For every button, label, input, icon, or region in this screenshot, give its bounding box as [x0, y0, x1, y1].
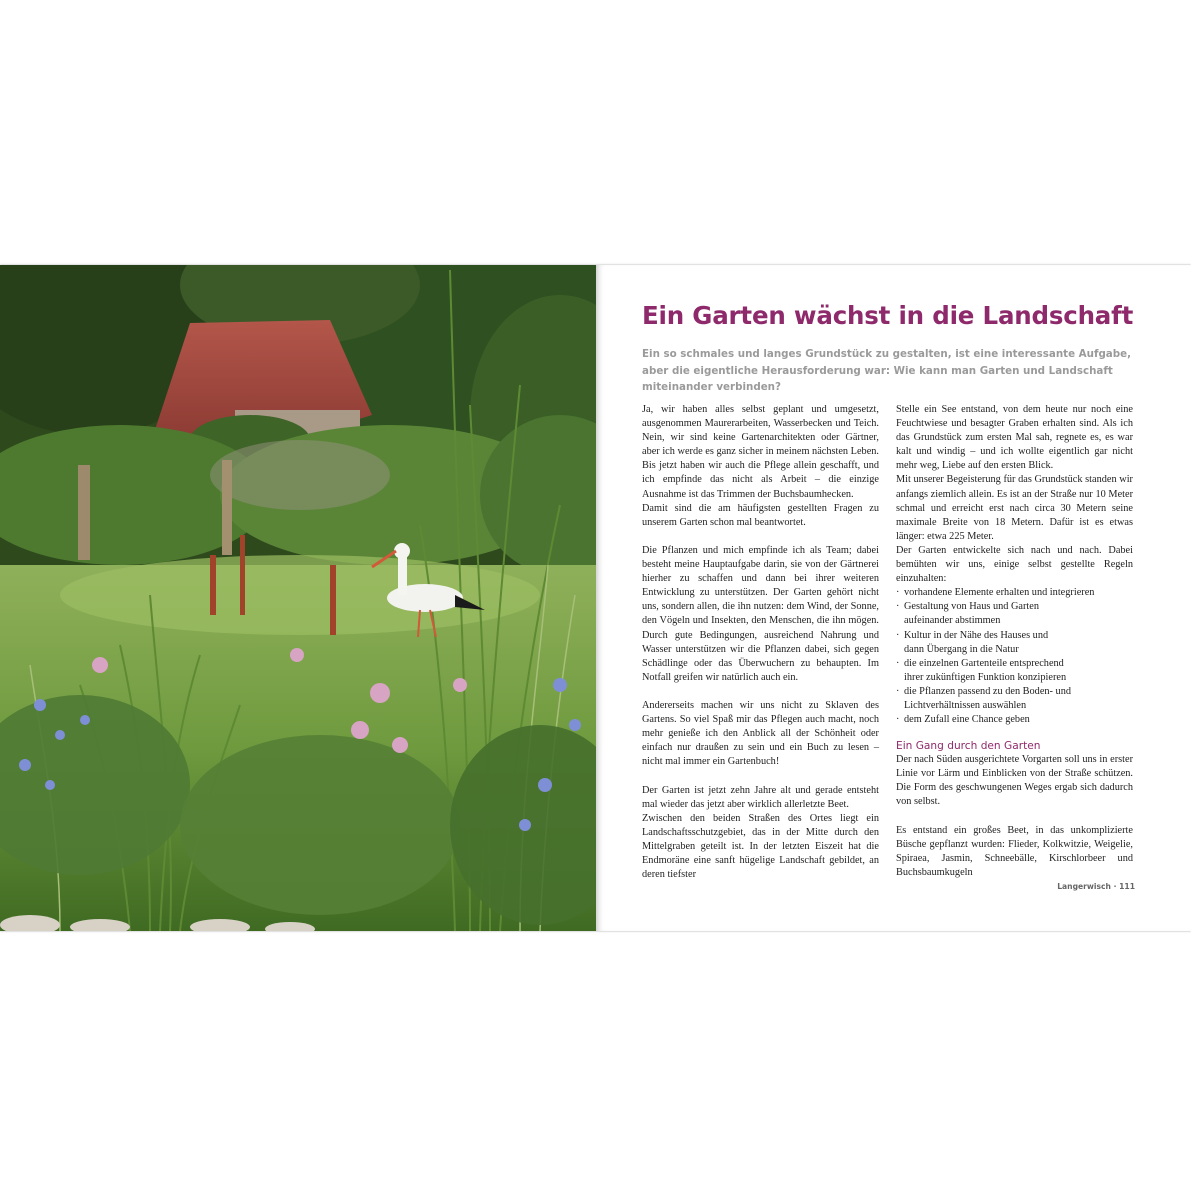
section-subheading: Ein Gang durch den Garten	[896, 740, 1041, 753]
rule-item: · Kultur in der Nähe des Hauses und dann Übergang in die Natur	[896, 629, 1133, 657]
text-column-right	[896, 403, 1133, 880]
rule-item: · die einzelnen Gartenteile entsprechend ihrer zukünftigen Funktion konzipieren	[896, 657, 1133, 685]
body-paragraph: Ja, wir haben alles selbst geplant und umgesetzt, ausgenommen Maurerarbeiten, Wasserbecken und Teich. Nein, wir sind keine Gartenarchitekten oder Gärtner, aber ich werde es ganz sicher in meinem nächsten Leben. Bis jetzt haben wir auch die Pflege allein geschafft, und ich empfinde das nicht als Arbeit – die einzige Ausnahme ist das Trimmen der Buchsbaumhecken.	[642, 404, 879, 500]
body-paragraph: Mit unserer Begeisterung für das Grundstück standen wir anfangs ziemlich allein. Es ist an der Straße nur 10 Meter schmal und erreicht erst nach circa 30 Metern seine maximale Breite von 18 Metern. Dafür ist es etwas länger: etwa 225 Meter.	[896, 474, 1133, 542]
lead-paragraph: Ein so schmales und langes Grundstück zu gestalten, ist eine interessante Aufgabe, aber die eigentliche Herausforderung war: Wie kann man Garten und Landschaft miteinander verbinden?	[642, 348, 1132, 393]
garden-stork-illustration	[0, 265, 596, 931]
text-column-left	[642, 403, 879, 882]
body-paragraph: Die Pflanzen und mich empfinde ich als Team; dabei besteht meine Hauptaufgabe darin, sie von der Gärtnerei hierher zu schaffen und dann bei ihrer weiteren Entwicklung zu unterstützen. Der Garten gehört nicht uns, sondern allen, die ihn nutzen: dem Wind, der Sonne, den Vögeln und Insekten, den Menschen, die ihn mögen. Durch gute Bedingungen, ausreichend Nahrung und Wasser unterstützen wir die Pflanzen dabei, sich gegen Schädlinge oder das Überwuchern zu behaupten. Im Notfall greifen wir natürlich auch ein.	[642, 544, 879, 683]
garden-photo	[0, 265, 596, 931]
book-spread	[0, 265, 1191, 931]
body-paragraph: Der Garten entwickelte sich nach und nach. Dabei bemühten wir uns, einige selbst gestellte Regeln einzuhalten:	[896, 544, 1133, 585]
rule-item: · dem Zufall eine Chance geben	[896, 713, 1133, 727]
body-paragraph: Der Garten ist jetzt zehn Jahre alt und gerade entsteht mal wieder das jetzt aber wirklich allerletzte Beet.	[642, 784, 879, 810]
body-paragraph: Stelle ein See entstand, von dem heute nur noch eine Feuchtwiese und besagter Graben erhalten sind. Als ich das Grundstück zum ersten Mal sah, regnete es, es war kalt und windig – und ich wollte eigentlich gar nicht mehr weg, Liebe auf den ersten Blick.	[896, 404, 1133, 472]
body-paragraph: Zwischen den beiden Straßen des Ortes liegt ein Landschaftsschutzgebiet, das in der Mitte durch den Mittelgraben geteilt ist. In der letzten Eiszeit hat die Endmoräne eine sanft hügelige Landschaft gebildet, an deren tiefster	[642, 812, 879, 881]
body-paragraph: Damit sind die am häufigsten gestellten Fragen zu unserem Garten schon mal beantwortet.	[642, 502, 879, 528]
page-footer: Langerwisch · 111	[1057, 882, 1135, 891]
rules-list	[896, 586, 1133, 727]
rule-item: · die Pflanzen passend zu den Boden- und Lichtverhältnissen auswählen	[896, 685, 1133, 713]
rule-item: · vorhandene Elemente erhalten und integrieren	[896, 586, 1133, 600]
body-paragraph: Andererseits machen wir uns nicht zu Sklaven des Gartens. So viel Spaß mir das Pflegen auch macht, noch mehr genieße ich den Anblick all der Schönheit oder einfach nur draußen zu sein und ein Buch zu lesen – nicht mal immer ein Gartenbuch!	[642, 699, 879, 768]
body-paragraph: Es entstand ein großes Beet, in das unkomplizierte Büsche gepflanzt wurden: Flieder, Kolkwitzie, Weigelie, Spiraea, Jasmin, Schneebälle, Kirschlorbeer und Buchsbaumkugeln	[896, 824, 1133, 878]
text-page	[596, 265, 1191, 931]
rule-item: · Gestaltung von Haus und Garten aufeinander abstimmen	[896, 600, 1133, 628]
body-paragraph: Der nach Süden ausgerichtete Vorgarten soll uns in erster Linie vor Lärm und Einblicken von der Straße schützen. Die Form des geschwungenen Weges ergab sich dadurch von selbst.	[896, 754, 1133, 808]
page-title: Ein Garten wächst in die Landschaft	[642, 301, 1134, 330]
